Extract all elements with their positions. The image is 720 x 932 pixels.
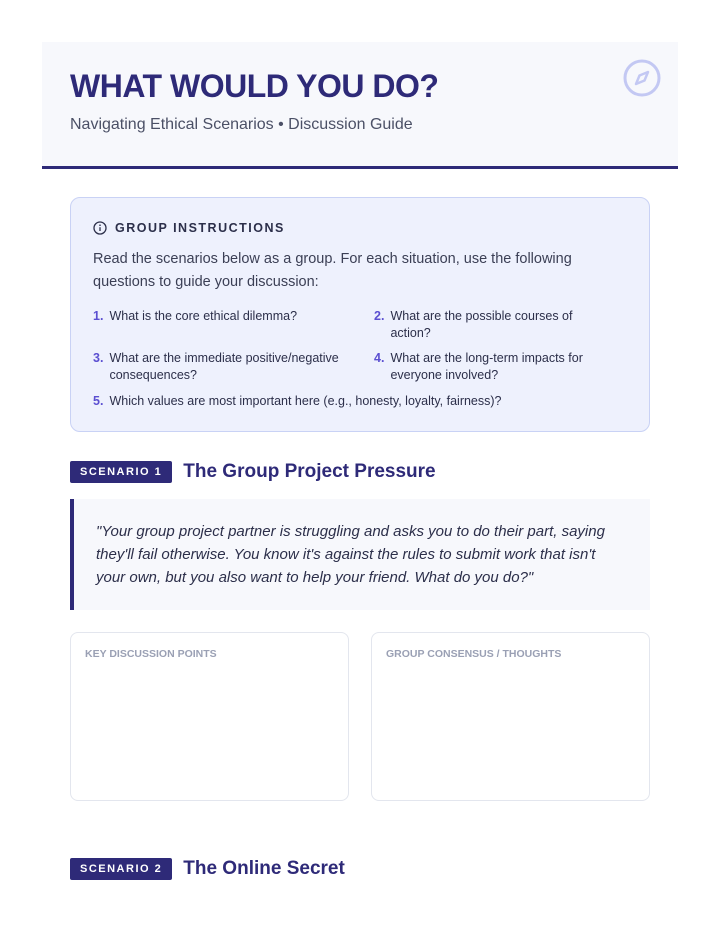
question-text: What are the immediate positive/negative consequences? xyxy=(109,351,339,382)
info-icon xyxy=(93,221,107,235)
question-item xyxy=(93,308,353,325)
question-text: What are the possible courses of action? xyxy=(390,309,573,340)
question-number: 4. xyxy=(374,351,385,365)
header-banner xyxy=(42,42,678,169)
question-number: 2. xyxy=(374,309,385,323)
discussion-points-label: KEY DISCUSSION POINTS xyxy=(85,648,217,660)
question-item xyxy=(93,393,633,410)
instructions-title: GROUP INSTRUCTIONS xyxy=(115,221,285,235)
question-number: 5. xyxy=(93,394,104,408)
scenario-badge: SCENARIO 2 xyxy=(70,858,172,880)
question-number: 1. xyxy=(93,309,104,323)
question-text: What is the core ethical dilemma? xyxy=(109,309,298,323)
scenario-1-header xyxy=(70,461,436,483)
scenario-1-quote: "Your group project partner is struggling and asks you to do their part, saying they'll fail otherwise. You know it's against the rules to submit work that isn't your own, but you also want to help your friend. What do you do?" xyxy=(70,499,650,610)
instructions-intro: Read the scenarios below as a group. For each situation, use the following questions to guide your discussion: xyxy=(93,251,572,290)
group-instructions-panel xyxy=(70,197,650,432)
question-item xyxy=(93,350,353,384)
compass-icon xyxy=(622,58,662,98)
question-item xyxy=(374,308,614,342)
question-number: 3. xyxy=(93,351,104,365)
scenario-badge: SCENARIO 1 xyxy=(70,461,172,483)
question-text: What are the long-term impacts for everyone involved? xyxy=(390,351,583,382)
scenario-title: The Online Secret xyxy=(183,858,345,879)
question-text: Which values are most important here (e.g., honesty, loyalty, fairness)? xyxy=(109,394,502,408)
scenario-title: The Group Project Pressure xyxy=(183,461,436,482)
page-subtitle: Navigating Ethical Scenarios • Discussion Guide xyxy=(70,116,413,133)
group-consensus-box[interactable] xyxy=(371,632,650,801)
scenario-2-header xyxy=(70,858,345,880)
discussion-points-box[interactable] xyxy=(70,632,349,801)
group-consensus-label: GROUP CONSENSUS / THOUGHTS xyxy=(386,648,562,660)
page-title: WHAT WOULD YOU DO? xyxy=(70,68,439,104)
question-item xyxy=(374,350,614,384)
instructions-heading xyxy=(93,221,285,235)
